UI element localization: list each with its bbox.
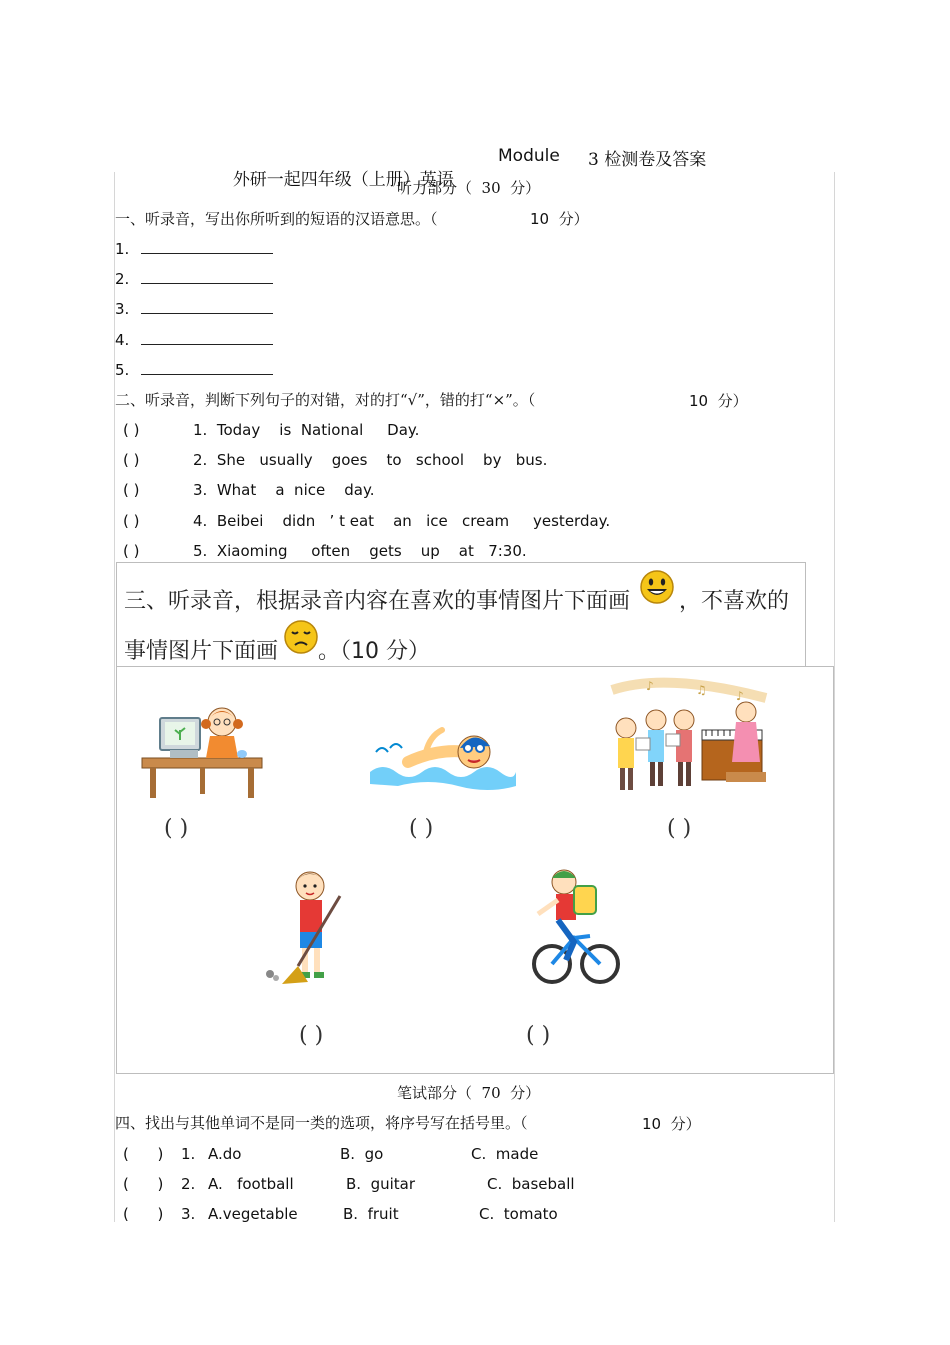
answer-paren[interactable]: ( )	[123, 542, 140, 560]
blank-line-4[interactable]	[115, 331, 273, 349]
section2-points: 10 分）	[689, 392, 748, 410]
choice-item-2	[123, 1175, 575, 1193]
answer-paren[interactable]: ( )	[123, 451, 140, 469]
sweeping-picture	[262, 866, 354, 988]
item-number: 1.	[181, 1145, 196, 1163]
choice-item-3	[123, 1205, 558, 1223]
girl-computer-picture	[140, 700, 266, 800]
right-margin-line	[834, 172, 835, 1222]
option-a: A. football	[208, 1175, 294, 1193]
choice-item-1	[123, 1145, 538, 1163]
option-b: B. fruit	[343, 1205, 399, 1223]
title-part1: 外研一起四年级（上册）英语	[232, 170, 454, 190]
section3-line1a: 三、听录音，根据录音内容在喜欢的事情图片下面画	[124, 589, 631, 614]
section4-title: 四、找出与其他单词不是同一类的选项，将序号写在括号里。（	[115, 1114, 528, 1132]
sentence: 5. Xiaoming often gets up at 7:30.	[193, 542, 527, 560]
picture-answer-5[interactable]: ( )	[526, 1023, 551, 1048]
answer-blank[interactable]	[141, 241, 273, 254]
blank-line-2[interactable]	[115, 270, 273, 288]
answer-paren[interactable]: ( )	[123, 481, 140, 499]
answer-paren[interactable]: ( )	[123, 421, 140, 439]
sentence: 2. She usually goes to school by bus.	[193, 451, 548, 469]
picture-answer-3[interactable]: ( )	[667, 816, 692, 841]
item-number: 5.	[115, 361, 130, 379]
writing-header: 笔试部分（ 70 分）	[397, 1084, 541, 1102]
judge-item-5	[123, 542, 527, 560]
answer-paren[interactable]: ( )	[123, 512, 140, 530]
option-c: C. made	[471, 1145, 539, 1163]
option-a: A.do	[208, 1145, 242, 1163]
answer-blank[interactable]	[141, 271, 273, 284]
item-number: 3.	[115, 300, 130, 318]
option-b: B. go	[340, 1145, 384, 1163]
blank-line-3[interactable]	[115, 300, 273, 318]
section1-title: 一、听录音，写出你所听到的短语的汉语意思。（	[115, 210, 438, 228]
happy-face-icon	[639, 569, 675, 605]
section3-line2a: 事情图片下面画	[124, 639, 279, 664]
section4-points: 10 分）	[642, 1115, 701, 1133]
title-module: Module	[498, 146, 560, 166]
judge-item-1	[123, 421, 419, 439]
picture-answer-2[interactable]: ( )	[409, 816, 434, 841]
left-margin-line	[114, 172, 115, 1222]
svg-text:♫: ♫	[696, 683, 707, 697]
sad-face-icon	[283, 619, 319, 655]
judge-item-4	[123, 512, 610, 530]
listening-header: 听力部分（ 30 分）	[397, 179, 541, 197]
option-c: C. baseball	[487, 1175, 575, 1193]
picture-answer-1[interactable]: ( )	[164, 816, 189, 841]
sentence: 3. What a nice day.	[193, 481, 375, 499]
option-a: A.vegetable	[208, 1205, 298, 1223]
item-number: 1.	[115, 240, 130, 258]
section1-points: 10 分）	[530, 210, 589, 228]
item-number: 2.	[115, 270, 130, 288]
answer-paren[interactable]: ( )	[123, 1145, 164, 1163]
svg-text:♪: ♪	[646, 679, 654, 693]
section2-title: 二、听录音，判断下列句子的对错，对的打“√”，错的打“×”。（	[115, 391, 536, 409]
answer-blank[interactable]	[141, 301, 273, 314]
judge-item-3	[123, 481, 375, 499]
blank-line-5[interactable]	[115, 361, 273, 379]
music-class-picture	[606, 676, 774, 804]
section3-line2b: 。（10 分）	[318, 639, 430, 664]
sentence: 1. Today is National Day.	[193, 421, 420, 439]
item-number: 4.	[115, 331, 130, 349]
cycling-picture	[530, 864, 622, 990]
option-c: C. tomato	[479, 1205, 558, 1223]
sentence: 4. Beibei didn ’ t eat an ice cream yesterday.	[193, 512, 611, 530]
answer-paren[interactable]: ( )	[123, 1205, 164, 1223]
svg-text:♪: ♪	[736, 689, 744, 703]
picture-answer-4[interactable]: ( )	[299, 1023, 324, 1048]
answer-blank[interactable]	[141, 362, 273, 375]
item-number: 3.	[181, 1205, 196, 1223]
section3-line1b: ，不喜欢的	[679, 589, 790, 614]
judge-item-2	[123, 451, 547, 469]
option-b: B. guitar	[346, 1175, 416, 1193]
swimming-picture	[368, 722, 518, 802]
answer-paren[interactable]: ( )	[123, 1175, 164, 1193]
answer-blank[interactable]	[141, 332, 273, 345]
title-suffix: 3 检测卷及答案	[588, 150, 707, 170]
item-number: 2.	[181, 1175, 196, 1193]
blank-line-1[interactable]	[115, 240, 273, 258]
